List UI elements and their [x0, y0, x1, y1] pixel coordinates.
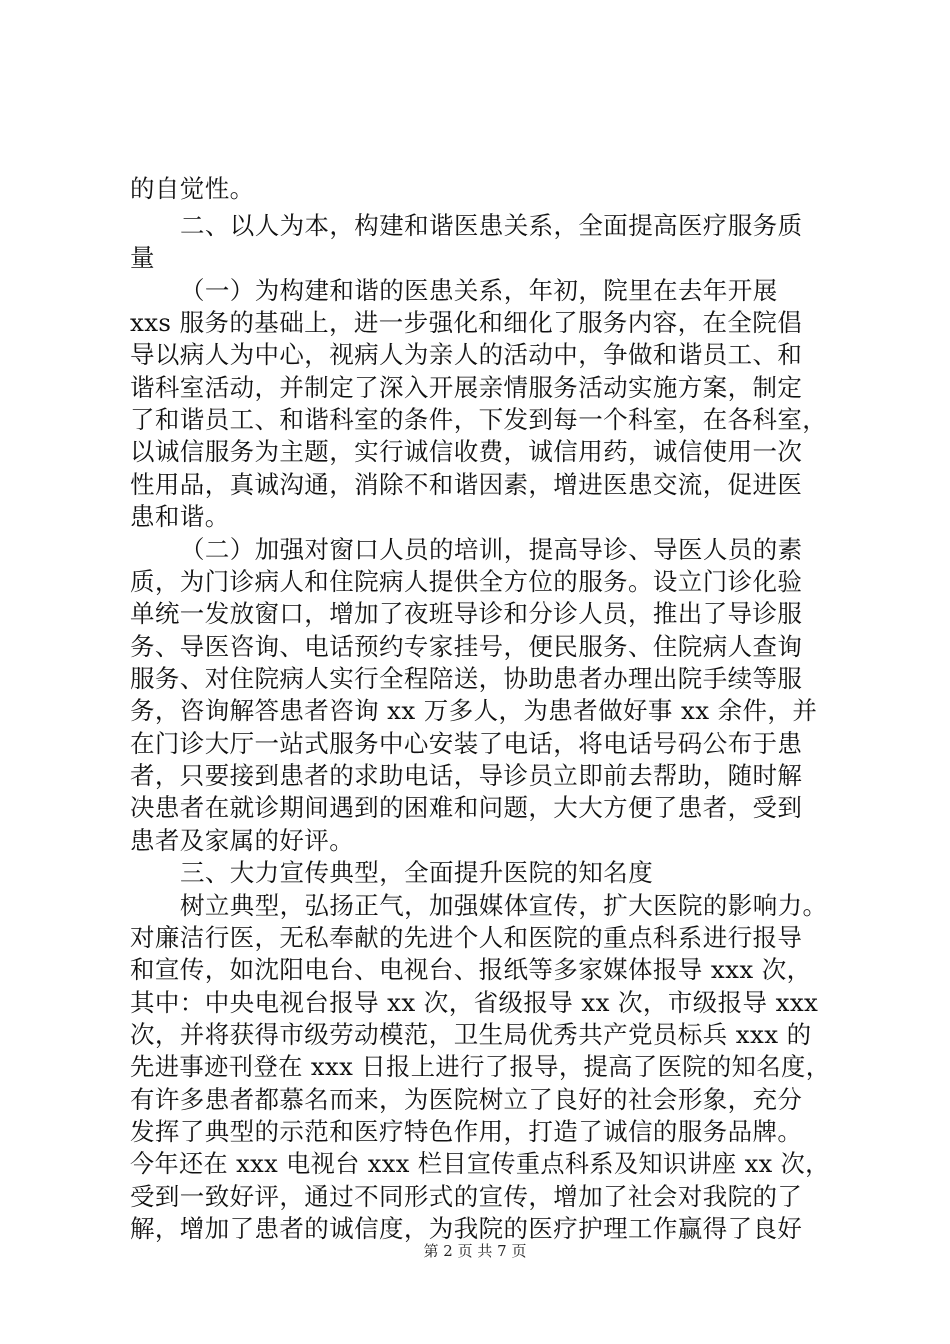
body-line: 决患者在就诊期间遇到的困难和问题，大大方便了患者，受到 [130, 793, 803, 822]
body-line: 发挥了典型的示范和医疗特色作用，打造了诚信的服务品牌。 [130, 1117, 803, 1146]
body-line: 务、导医咨询、电话预约专家挂号，便民服务、住院病人查询 [130, 632, 803, 661]
body-line: 患者及家属的好评。 [130, 826, 355, 855]
paragraph-first-line: 树立典型，弘扬正气，加强媒体宣传，扩大医院的影响力。 [180, 891, 828, 920]
body-line: 务，咨询解答患者咨询 xx 万多人，为患者做好事 xx 余件，并 [130, 696, 818, 725]
body-line: 患和谐。 [130, 502, 230, 531]
body-line: xxs 服务的基础上，进一步强化和细化了服务内容，在全院倡 [130, 308, 803, 337]
body-line: 在门诊大厅一站式服务中心安装了电话，将电话号码公布于患 [130, 729, 803, 758]
body-line: 其中：中央电视台报导 xx 次，省级报导 xx 次，市级报导 xxx [130, 988, 819, 1017]
paragraph-first-line: （一）为构建和谐的医患关系，年初，院里在去年开展 [180, 276, 778, 305]
body-line: 性用品，真诚沟通，消除不和谐因素，增进医患交流，促进医 [130, 470, 803, 499]
body-line: 的自觉性。 [130, 174, 255, 203]
body-line: 次，并将获得市级劳动模范，卫生局优秀共产党员标兵 xxx 的 [130, 1020, 812, 1049]
body-line: 先进事迹刊登在 xxx 日报上进行了报导，提高了医院的知名度， [130, 1052, 831, 1081]
body-line: 和宣传，如沈阳电台、电视台、报纸等多家媒体报导 xxx 次， [130, 955, 812, 984]
page-footer: 第 2 页 共 7 页 [423, 1242, 527, 1260]
paragraph-first-line: （二）加强对窗口人员的培训，提高导诊、导医人员的素 [180, 535, 803, 564]
body-line: 了和谐员工、和谐科室的条件，下发到每一个科室，在各科室， [130, 405, 828, 434]
body-line: 质，为门诊病人和住院病人提供全方位的服务。设立门诊化验 [130, 567, 803, 596]
body-line: 以诚信服务为主题，实行诚信收费，诚信用药，诚信使用一次 [130, 437, 803, 466]
body-line: 服务、对住院病人实行全程陪送，协助患者办理出院手续等服 [130, 664, 803, 693]
section-heading: 二、以人为本，构建和谐医患关系，全面提高医疗服务质 [180, 211, 803, 240]
body-line: 导以病人为中心，视病人为亲人的活动中，争做和谐员工、和 [130, 340, 803, 369]
section-heading-continued: 量 [130, 243, 155, 272]
body-line: 者，只要接到患者的求助电话，导诊员立即前去帮助，随时解 [130, 761, 803, 790]
section-heading: 三、大力宣传典型，全面提升医院的知名度 [180, 858, 654, 887]
body-line: 有许多患者都慕名而来，为医院树立了良好的社会形象，充分 [130, 1085, 803, 1114]
body-line: 受到一致好评，通过不同形式的宣传，增加了社会对我院的了 [130, 1182, 803, 1211]
body-line: 单统一发放窗口，增加了夜班导诊和分诊人员，推出了导诊服 [130, 599, 803, 628]
body-line: 解，增加了患者的诚信度，为我院的医疗护理工作赢得了良好 [130, 1214, 803, 1243]
body-line: 谐科室活动，并制定了深入开展亲情服务活动实施方案，制定 [130, 373, 803, 402]
body-line: 今年还在 xxx 电视台 xxx 栏目宣传重点科系及知识讲座 xx 次， [130, 1149, 830, 1178]
body-line: 对廉洁行医，无私奉献的先进个人和医院的重点科系进行报导 [130, 923, 803, 952]
